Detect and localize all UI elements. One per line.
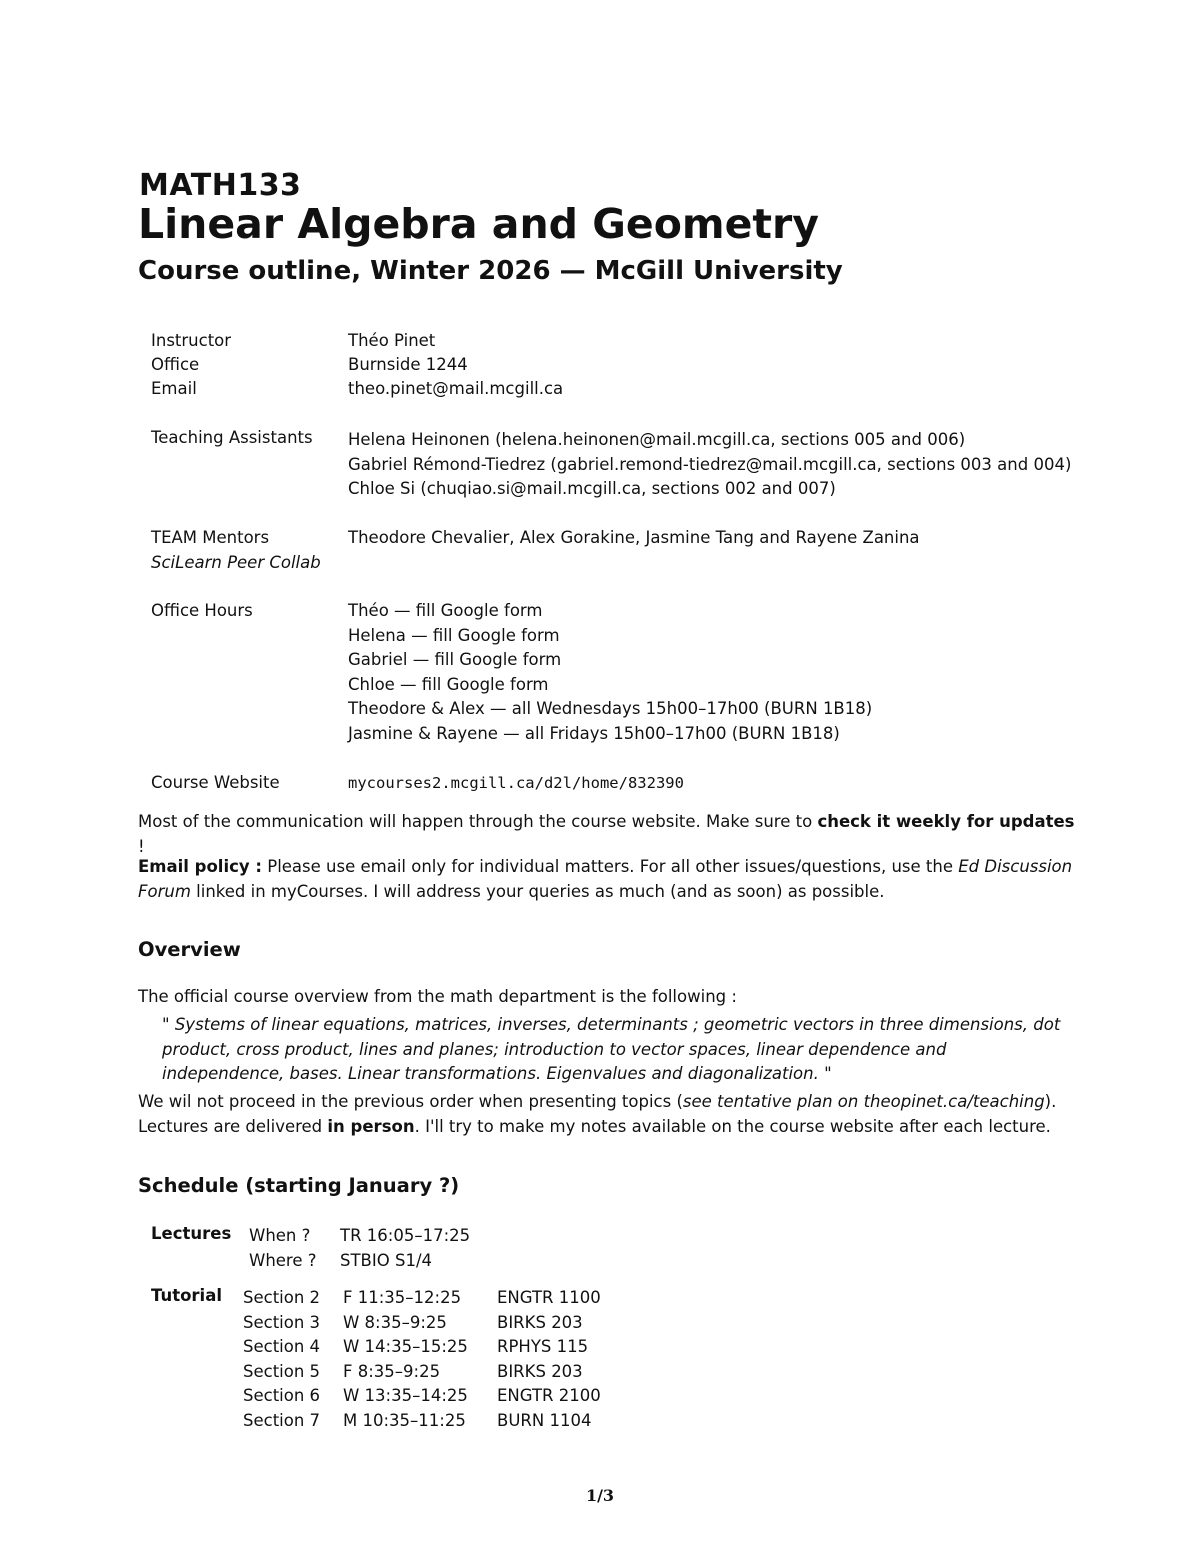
instructor-value: Théo Pinet: [348, 331, 436, 350]
text: linked in myCourses. I will address your queries as much (and as soon) as possible.: [190, 881, 885, 901]
plan-link: see tentative plan on theopinet.ca/teaching: [682, 1092, 1045, 1111]
course-subtitle: Course outline, Winter 2026 — McGill University: [138, 256, 843, 286]
text: Lectures are delivered: [138, 1116, 328, 1136]
when-value: TR 16:05–17:25: [340, 1226, 471, 1245]
lectures-labels: [249, 1224, 317, 1273]
office-hours-item: Helena — fill Google form: [348, 625, 560, 645]
where-label: Where ?: [249, 1250, 317, 1270]
office-hours-item: Théo — fill Google form: [348, 601, 543, 620]
email-policy-paragraph: [138, 855, 1078, 904]
text: !: [138, 836, 145, 856]
lectures-values: [340, 1224, 470, 1273]
overview-heading: Overview: [138, 938, 241, 961]
overview-quote: " Systems of linear equations, matrices, inverses, determinants ; geometric vectors in three dimensions, dot product, cross product, lines and planes; introduction to vector spaces, linear dependence and independence, bases. Linear transformations. Eigenvalues and diagonalization. ": [162, 1015, 1061, 1083]
forum-name: Ed Discussion Forum: [138, 857, 1073, 901]
emphasis: check it weekly for updates: [817, 812, 1075, 831]
office-hours-item: Gabriel — fill Google form: [348, 650, 562, 669]
mentors-sublabel: SciLearn Peer Collab: [151, 552, 321, 572]
tutorial-time: F 8:35–9:25: [343, 1361, 441, 1381]
ta-item: Chloe Si (chuqiao.si@mail.mcgill.ca, sections 002 and 007): [348, 479, 836, 498]
schedule-heading: Schedule (starting January ?): [138, 1174, 460, 1197]
office-label: Office: [151, 355, 200, 374]
mentors-value: Theodore Chevalier, Alex Gorakine, Jasmine Tang and Rayene Zanina: [348, 528, 920, 547]
course-code: MATH133: [139, 168, 302, 203]
website-label: Course Website: [151, 773, 280, 792]
email-value[interactable]: theo.pinet@mail.mcgill.ca: [348, 379, 564, 398]
tutorial-row: [243, 1286, 623, 1311]
order-paragraph: [138, 1090, 1078, 1139]
tutorial-room: BURN 1104: [497, 1410, 592, 1430]
lectures-label: Lectures: [151, 1224, 232, 1243]
tutorial-room: BIRKS 203: [497, 1312, 583, 1332]
tutorial-row: [243, 1311, 623, 1336]
where-value: STBIO S1/4: [340, 1250, 432, 1270]
tutorial-room: ENGTR 2100: [497, 1386, 601, 1405]
communication-paragraph: [138, 810, 1078, 859]
ta-item: Gabriel Rémond-Tiedrez (gabriel.remond-tiedrez@mail.mcgill.ca, sections 003 and 004): [348, 454, 1072, 474]
tutorial-section: Section 3: [243, 1312, 321, 1332]
office-hours-label: Office Hours: [151, 601, 253, 620]
tutorial-label: Tutorial: [151, 1286, 222, 1305]
emphasis: in person: [327, 1116, 415, 1136]
tutorial-row: [243, 1384, 623, 1409]
tutorial-row: [243, 1360, 623, 1385]
tutorial-time: W 13:35–14:25: [343, 1386, 468, 1405]
tutorial-section: Section 5: [243, 1361, 321, 1381]
tutorial-room: ENGTR 1100: [497, 1288, 601, 1307]
tutorial-row: [243, 1335, 623, 1360]
tutorial-time: F 11:35–12:25: [343, 1288, 462, 1307]
course-title: Linear Algebra and Geometry: [138, 200, 819, 248]
ta-item: Helena Heinonen (helena.heinonen@mail.mcgill.ca, sections 005 and 006): [348, 430, 966, 449]
email-policy-label: Email policy :: [138, 857, 262, 876]
text: Please use email only for individual matters. For all other issues/questions, use the: [262, 857, 959, 876]
tutorial-time: M 10:35–11:25: [343, 1410, 466, 1430]
office-value: Burnside 1244: [348, 355, 468, 374]
office-hours-item: Jasmine & Rayene — all Fridays 15h00–17h00 (BURN 1B18): [348, 723, 840, 743]
email-label: Email: [151, 379, 197, 398]
tutorial-time: W 14:35–15:25: [343, 1337, 468, 1356]
tutorial-table: [243, 1286, 623, 1433]
tutorial-time: W 8:35–9:25: [343, 1312, 447, 1332]
tutorial-room: BIRKS 203: [497, 1361, 583, 1381]
instructor-label: Instructor: [151, 331, 232, 350]
when-label: When ?: [249, 1226, 311, 1245]
mentors-label: TEAM Mentors: [151, 528, 270, 547]
office-hours-item: Theodore & Alex — all Wednesdays 15h00–17h00 (BURN 1B18): [348, 699, 873, 718]
tutorial-room: RPHYS 115: [497, 1337, 589, 1356]
tutorial-section: Section 6: [243, 1386, 321, 1405]
text: Most of the communication will happen through the course website. Make sure to: [138, 812, 818, 831]
page-number: 1/3: [585, 1486, 615, 1505]
tutorial-row: [243, 1409, 623, 1434]
tutorial-section: Section 2: [243, 1288, 321, 1307]
tutorial-section: Section 7: [243, 1410, 321, 1430]
tutorial-section: Section 4: [243, 1337, 321, 1356]
website-link[interactable]: mycourses2.mcgill.ca/d2l/home/832390: [348, 774, 684, 792]
text: . I'll try to make my notes available on the course website after each lecture.: [414, 1116, 1051, 1136]
office-hours-item: Chloe — fill Google form: [348, 674, 549, 694]
text: We wil not proceed in the previous order when presenting topics (: [138, 1092, 683, 1111]
ta-label: Teaching Assistants: [151, 428, 313, 447]
overview-intro: The official course overview from the math department is the following :: [138, 987, 737, 1006]
text: ).: [1044, 1092, 1057, 1111]
